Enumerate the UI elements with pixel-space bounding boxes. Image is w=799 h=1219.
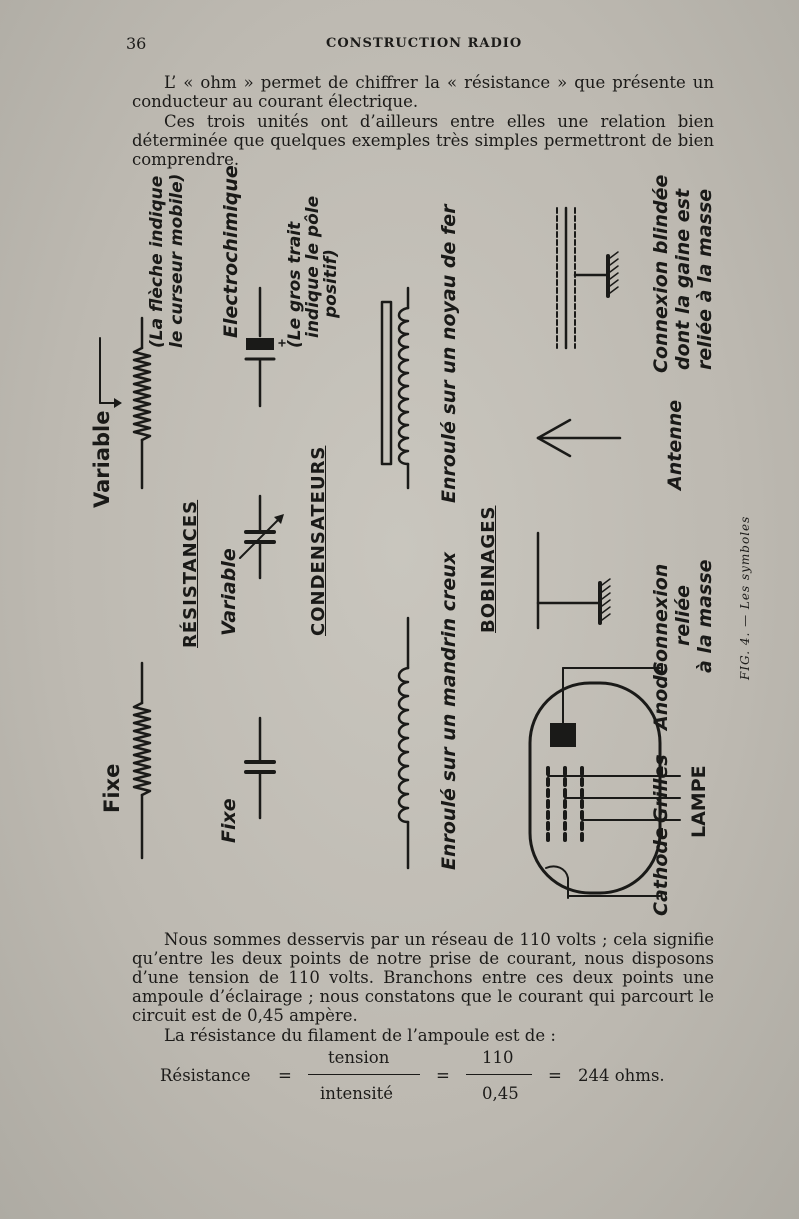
paragraph-units: Ces trois unités ont d’ailleurs entre elles une relation bien déterminée que quelques exemples très simples permettront de bien comprendre. — [132, 112, 714, 169]
heading-bobinages: BOBINAGES — [478, 505, 499, 633]
label-electrolytic-note-2: indique le pôle — [303, 195, 323, 338]
formula-result: 244 ohms. — [578, 1066, 665, 1085]
label-anode: Anode — [650, 662, 672, 730]
paragraph-ohm: L’ « ohm » permet de chiffrer la « résistance » que présente un conducteur au courant électrique. — [132, 73, 714, 111]
fraction-bar-1 — [308, 1074, 420, 1075]
formula-equals-2: = — [436, 1066, 450, 1085]
paragraph-resistance-intro: La résistance du filament de l’ampoule est de : — [164, 1026, 556, 1045]
label-ground-3: à la masse — [694, 559, 716, 673]
fixed-capacitor-symbol — [246, 718, 274, 818]
label-grilles: Grilles — [650, 754, 672, 823]
paragraph-network: Nous sommes desservis par un réseau de 110 volts ; cela signifie qu’entre les deux points de notre prise de courant, nous disposons d’une tension de 110 volts. Branchons entre ces deux points une ampoule d’éclairage ; nous constatons que le courant qui parcourt le circuit est de 0,45 ampère. — [132, 930, 714, 1025]
formula-equals-1: = — [278, 1066, 292, 1085]
label-antenna: Antenne — [664, 399, 686, 490]
label-fixed-capacitor: Fixe — [218, 798, 240, 843]
label-variable-resistor: Variable — [90, 410, 114, 508]
label-fixed-resistor: Fixe — [100, 763, 124, 813]
fixed-resistor-symbol — [134, 663, 150, 858]
formula-denominator-1: intensité — [320, 1084, 394, 1103]
page-header — [126, 34, 726, 56]
label-shield-2: dont la gaine est — [672, 188, 694, 370]
ground-symbol — [538, 533, 610, 628]
heading-condensateurs: CONDENSATEURS — [308, 445, 329, 636]
running-title: CONSTRUCTION RADIO — [326, 36, 523, 51]
formula-numerator-1: tension — [328, 1048, 390, 1067]
label-ground-1: Connexion — [650, 563, 672, 676]
variable-capacitor-symbol — [240, 496, 284, 578]
label-hollow-coil: Enroulé sur un mandrin creux — [438, 551, 460, 870]
electrolytic-capacitor-symbol — [246, 288, 285, 406]
label-cathode: Cathode — [650, 827, 672, 916]
formula-lhs: Résistance — [160, 1066, 251, 1085]
hollow-coil-symbol — [399, 618, 408, 868]
fraction-bar-2 — [466, 1074, 532, 1075]
label-shield-3: reliée à la masse — [694, 188, 716, 370]
label-variable-resistor-note-2: le curseur mobile) — [167, 173, 187, 348]
page-number: 36 — [126, 34, 147, 53]
label-electrolytic-note-3: positif) — [321, 249, 341, 318]
label-variable-resistor-note-1: (La flèche indique — [147, 175, 167, 348]
formula-numerator-2: 110 — [482, 1048, 514, 1067]
antenna-symbol — [538, 420, 620, 456]
iron-coil-symbol — [382, 288, 408, 488]
figure-symbols — [60, 165, 760, 918]
heading-lampe: LAMPE — [688, 765, 710, 838]
figure-caption: FIG. 4. — Les symboles — [738, 515, 752, 680]
label-electrolytic-note-1: (Le gros trait — [285, 221, 305, 348]
heading-resistances: RÉSISTANCES — [180, 499, 201, 648]
label-iron-coil: Enroulé sur un noyau de fer — [438, 204, 460, 503]
label-electrolytic: Electrochimique — [220, 165, 242, 338]
shielded-connection-symbol — [557, 208, 618, 348]
formula-resistance — [160, 1048, 720, 1104]
label-variable-capacitor: Variable — [218, 548, 240, 636]
label-ground-2: reliée — [672, 584, 694, 646]
formula-denominator-2: 0,45 — [482, 1084, 519, 1103]
label-shield-1: Connexion blindée — [650, 174, 672, 373]
formula-equals-3: = — [548, 1066, 562, 1085]
